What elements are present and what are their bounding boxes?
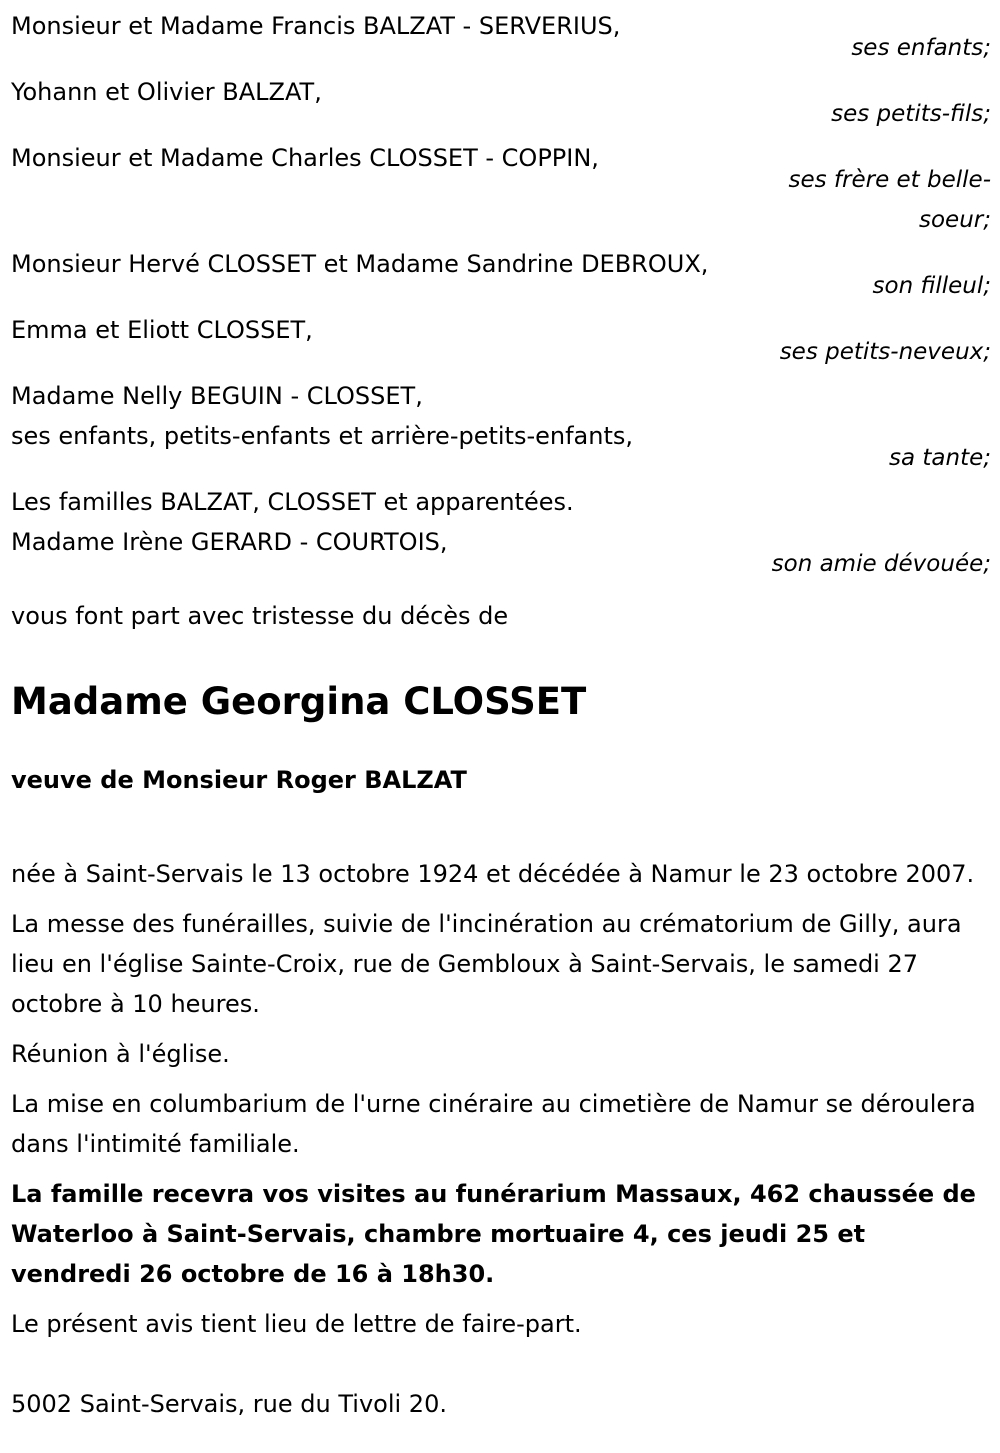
family-name: Madame Nelly BEGUIN - CLOSSET, <box>11 382 423 410</box>
funeral-mass-paragraph: La messe des funérailles, suivie de l'incinération au crématorium de Gilly, aura lieu en l'église Sainte-Croix, rue de Gembloux à Saint-Servais, le samedi 27 octobre à 10 heures. <box>11 910 962 1018</box>
deceased-name: Madame Georgina CLOSSET <box>11 680 587 723</box>
visits-paragraph: La famille recevra vos visites au funérarium Massaux, 462 chaussée de Waterloo à Saint-Servais, chambre mortuaire 4, ces jeudi 25 et vendredi 26 octobre de 16 à 18h30. <box>11 1180 976 1288</box>
widow-of: veuve de Monsieur Roger BALZAT <box>11 766 467 794</box>
family-entry <box>11 138 991 240</box>
family-entry <box>11 310 991 372</box>
columbarium-paragraph: La mise en columbarium de l'urne cinéraire au cimetière de Namur se déroulera dans l'intimité familiale. <box>11 1090 976 1158</box>
family-entry <box>11 376 991 478</box>
notice-paragraph: Le présent avis tient lieu de lettre de faire-part. <box>11 1310 582 1338</box>
family-entry <box>11 6 991 68</box>
family-name-line2: ses enfants, petits-enfants et arrière-petits-enfants, <box>11 422 634 450</box>
family-name: Emma et Eliott CLOSSET, <box>11 316 313 344</box>
family-relation: ses petits-neveux; <box>779 339 991 365</box>
family-name-line2: Madame Irène GERARD - COURTOIS, <box>11 528 448 556</box>
birth-death-paragraph: née à Saint-Servais le 13 octobre 1924 et décédée à Namur le 23 octobre 2007. <box>11 860 975 888</box>
family-relation: son amie dévouée; <box>771 551 991 577</box>
obituary-notice <box>11 6 991 1424</box>
family-name: Les familles BALZAT, CLOSSET et apparentées. <box>11 488 574 516</box>
address: 5002 Saint-Servais, rue du Tivoli 20. <box>11 1390 447 1418</box>
family-entry <box>11 482 991 584</box>
family-entry <box>11 244 991 306</box>
family-name: Monsieur et Madame Francis BALZAT - SERVERIUS, <box>11 12 621 40</box>
family-relation: sa tante; <box>889 445 991 471</box>
family-name: Monsieur et Madame Charles CLOSSET - COPPIN, <box>11 144 599 172</box>
family-name: Monsieur Hervé CLOSSET et Madame Sandrine DEBROUX, <box>11 250 709 278</box>
family-relation: son filleul; <box>872 273 991 299</box>
intro-text: vous font part avec tristesse du décès de <box>11 602 509 630</box>
family-relation: ses petits-fils; <box>831 101 991 127</box>
family-relation: ses enfants; <box>851 35 991 61</box>
family-name: Yohann et Olivier BALZAT, <box>11 78 322 106</box>
family-relation: ses frère et belle-soeur; <box>788 167 991 233</box>
family-entry <box>11 72 991 134</box>
meeting-paragraph: Réunion à l'église. <box>11 1040 230 1068</box>
